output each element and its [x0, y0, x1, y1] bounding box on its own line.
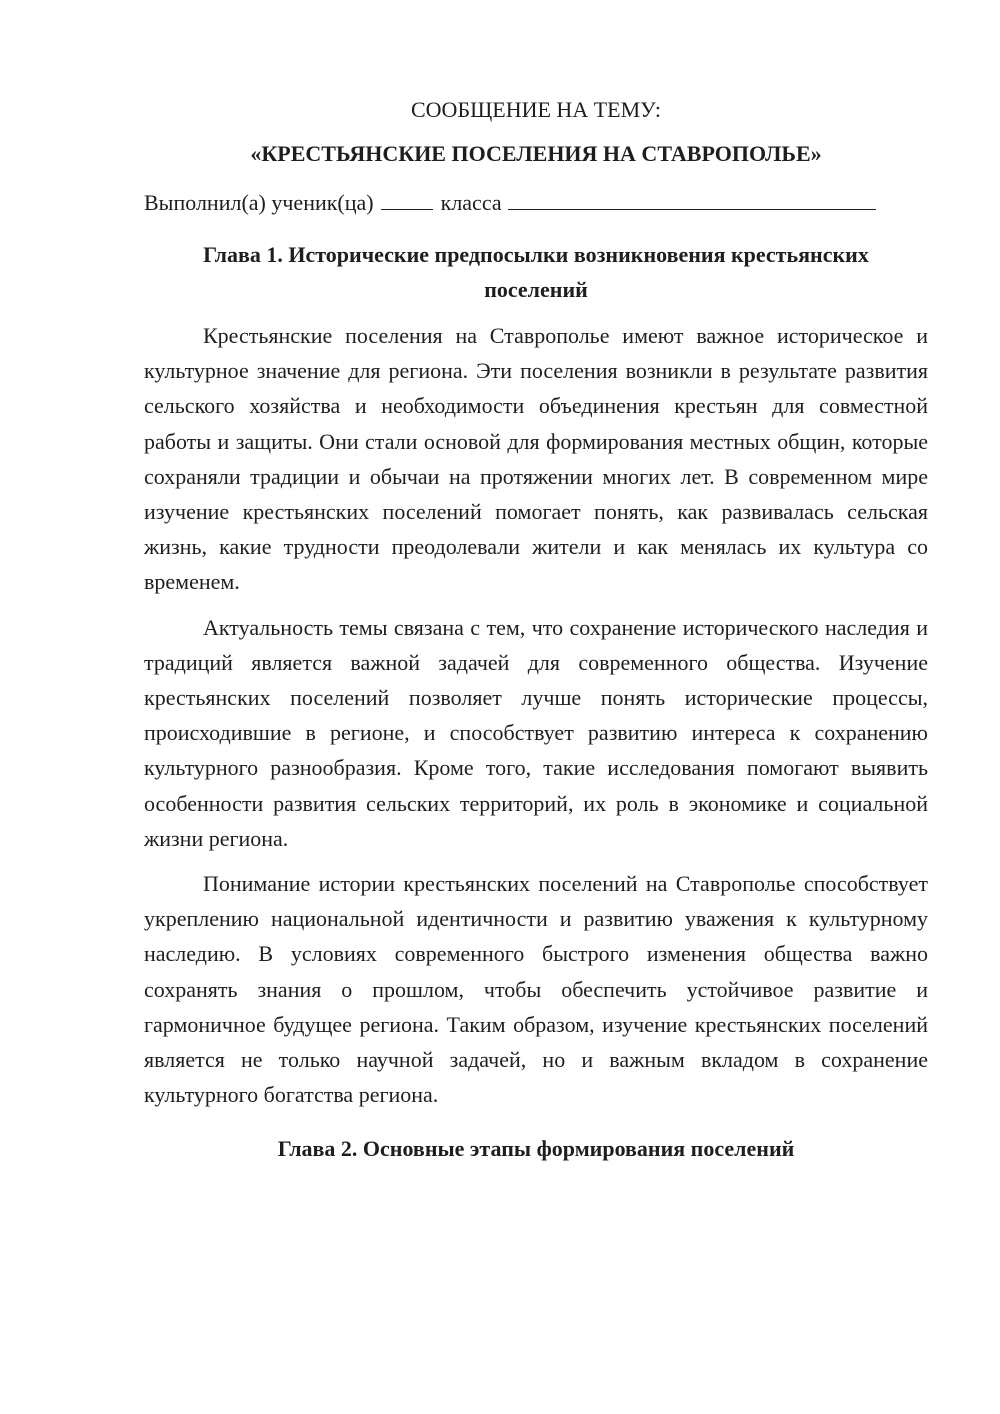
author-prefix: Выполнил(а) ученик(ца) [144, 190, 374, 215]
document-title-label: СООБЩЕНИЕ НА ТЕМУ: [411, 97, 661, 122]
document-content [144, 92, 928, 1166]
paragraph-2: Актуальность темы связана с тем, что сохранение исторического наследия и традиций является важной задачей для современного общества. Изучение крестьянских поселений позволяет лучше понять исторические процессы, происходившие в регионе, и способствует развитию интереса к сохранению культурного разнообразия. Кроме того, такие исследования помогают выявить особенности развития сельских территорий, их роль в экономике и социальной жизни региона. [144, 614, 928, 851]
paragraph-3: Понимание истории крестьянских поселений на Ставрополье способствует укреплению национальной идентичности и развитию уважения к культурному наследию. В условиях современного быстрого изменения общества важно сохранять знания о прошлом, чтобы обеспечить устойчивое развитие и гармоничное будущее региона. Таким образом, изучение крестьянских поселений является не только научной задачей, но и важным вкладом в сохранение культурного богатства региона. [144, 871, 928, 1108]
name-blank [508, 189, 876, 210]
class-word: класса [440, 190, 502, 215]
grade-blank [381, 189, 433, 210]
chapter-2-heading: Глава 2. Основные этапы формирования поселений [277, 1136, 795, 1162]
chapter-1-heading: Глава 1. Исторические предпосылки возникновения крестьянских поселений [203, 242, 869, 302]
paragraph-1: Крестьянские поселения на Ставрополье имеют важное историческое и культурное значение для региона. Эти поселения возникли в результате развития сельского хозяйства и необходимости объединения крестьян для совместной работы и защиты. Они стали основой для формирования местных общин, которые сохраняли традиции и обычаи на протяжении многих лет. В современном мире изучение крестьянских поселений помогает понять, как развивалась сельская жизнь, какие трудности преодолевали жители и как менялась их культура со временем. [144, 323, 928, 595]
author-line [144, 185, 928, 220]
document-title: «КРЕСТЬЯНСКИЕ ПОСЕЛЕНИЯ НА СТАВРОПОЛЬЕ» [250, 141, 822, 166]
